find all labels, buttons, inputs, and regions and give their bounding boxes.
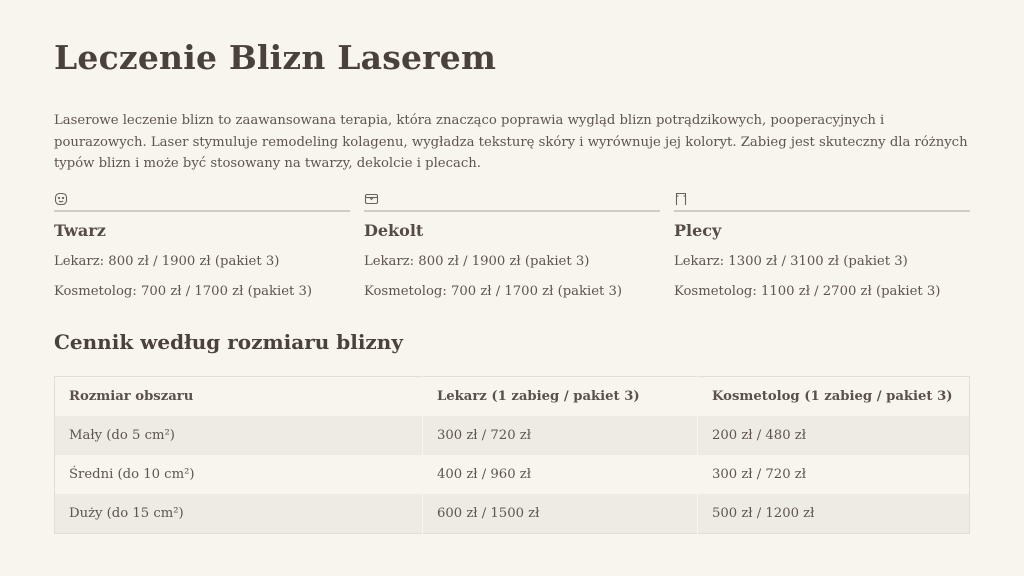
- back-icon: [674, 190, 970, 208]
- area-columns: [54, 190, 970, 303]
- table-row: [55, 455, 970, 494]
- page-title: Leczenie Blizn Laserem: [54, 38, 497, 77]
- area-title: Twarz: [54, 221, 106, 240]
- chest-icon: [364, 190, 660, 208]
- area-title: Dekolt: [364, 221, 424, 240]
- cosmetologist-price: Kosmetolog: 1100 zł / 2700 zł (pakiet 3): [674, 284, 941, 299]
- column-header: Kosmetolog (1 zabieg / pakiet 3): [698, 377, 970, 417]
- table-cell: Duży (do 15 cm²): [55, 494, 423, 534]
- divider: [54, 210, 350, 212]
- table-cell: Mały (do 5 cm²): [55, 416, 423, 455]
- table-cell: 500 zł / 1200 zł: [698, 494, 970, 534]
- cosmetologist-price: Kosmetolog: 700 zł / 1700 zł (pakiet 3): [54, 284, 313, 299]
- table-cell: Średni (do 10 cm²): [55, 455, 423, 494]
- table-header-row: [55, 377, 970, 417]
- doctor-price: Lekarz: 800 zł / 1900 zł (pakiet 3): [54, 254, 280, 269]
- divider: [674, 210, 970, 212]
- table-cell: 300 zł / 720 zł: [423, 416, 698, 455]
- table-cell: 400 zł / 960 zł: [423, 455, 698, 494]
- intro-paragraph: Laserowe leczenie blizn to zaawansowana terapia, która znacząco poprawia wygląd blizn potrądzikowych, pooperacyjnych i pourazowych. Laser stymuluje remodeling kolagenu, wygładza teksturę skóry i wyrównuje jej koloryt. Zabieg jest skuteczny dla różnych typów blizn i może być stosowany na twarzy, dekolcie i plecach.: [54, 113, 968, 171]
- doctor-price: Lekarz: 1300 zł / 3100 zł (pakiet 3): [674, 254, 908, 269]
- area-title: Plecy: [674, 221, 722, 240]
- table-cell: 200 zł / 480 zł: [698, 416, 970, 455]
- pricing-table: [54, 376, 970, 534]
- table-row: [55, 494, 970, 534]
- cosmetologist-price: Kosmetolog: 700 zł / 1700 zł (pakiet 3): [364, 284, 623, 299]
- column-header: Lekarz (1 zabieg / pakiet 3): [423, 377, 698, 417]
- table-cell: 600 zł / 1500 zł: [423, 494, 698, 534]
- area-back: [674, 190, 970, 303]
- doctor-price: Lekarz: 800 zł / 1900 zł (pakiet 3): [364, 254, 590, 269]
- area-face: [54, 190, 350, 303]
- face-icon: [54, 190, 350, 208]
- pricing-title: Cennik według rozmiaru blizny: [54, 330, 403, 354]
- area-chest: [364, 190, 660, 303]
- table-row: [55, 416, 970, 455]
- divider: [364, 210, 660, 212]
- table-cell: 300 zł / 720 zł: [698, 455, 970, 494]
- column-header: Rozmiar obszaru: [55, 377, 423, 417]
